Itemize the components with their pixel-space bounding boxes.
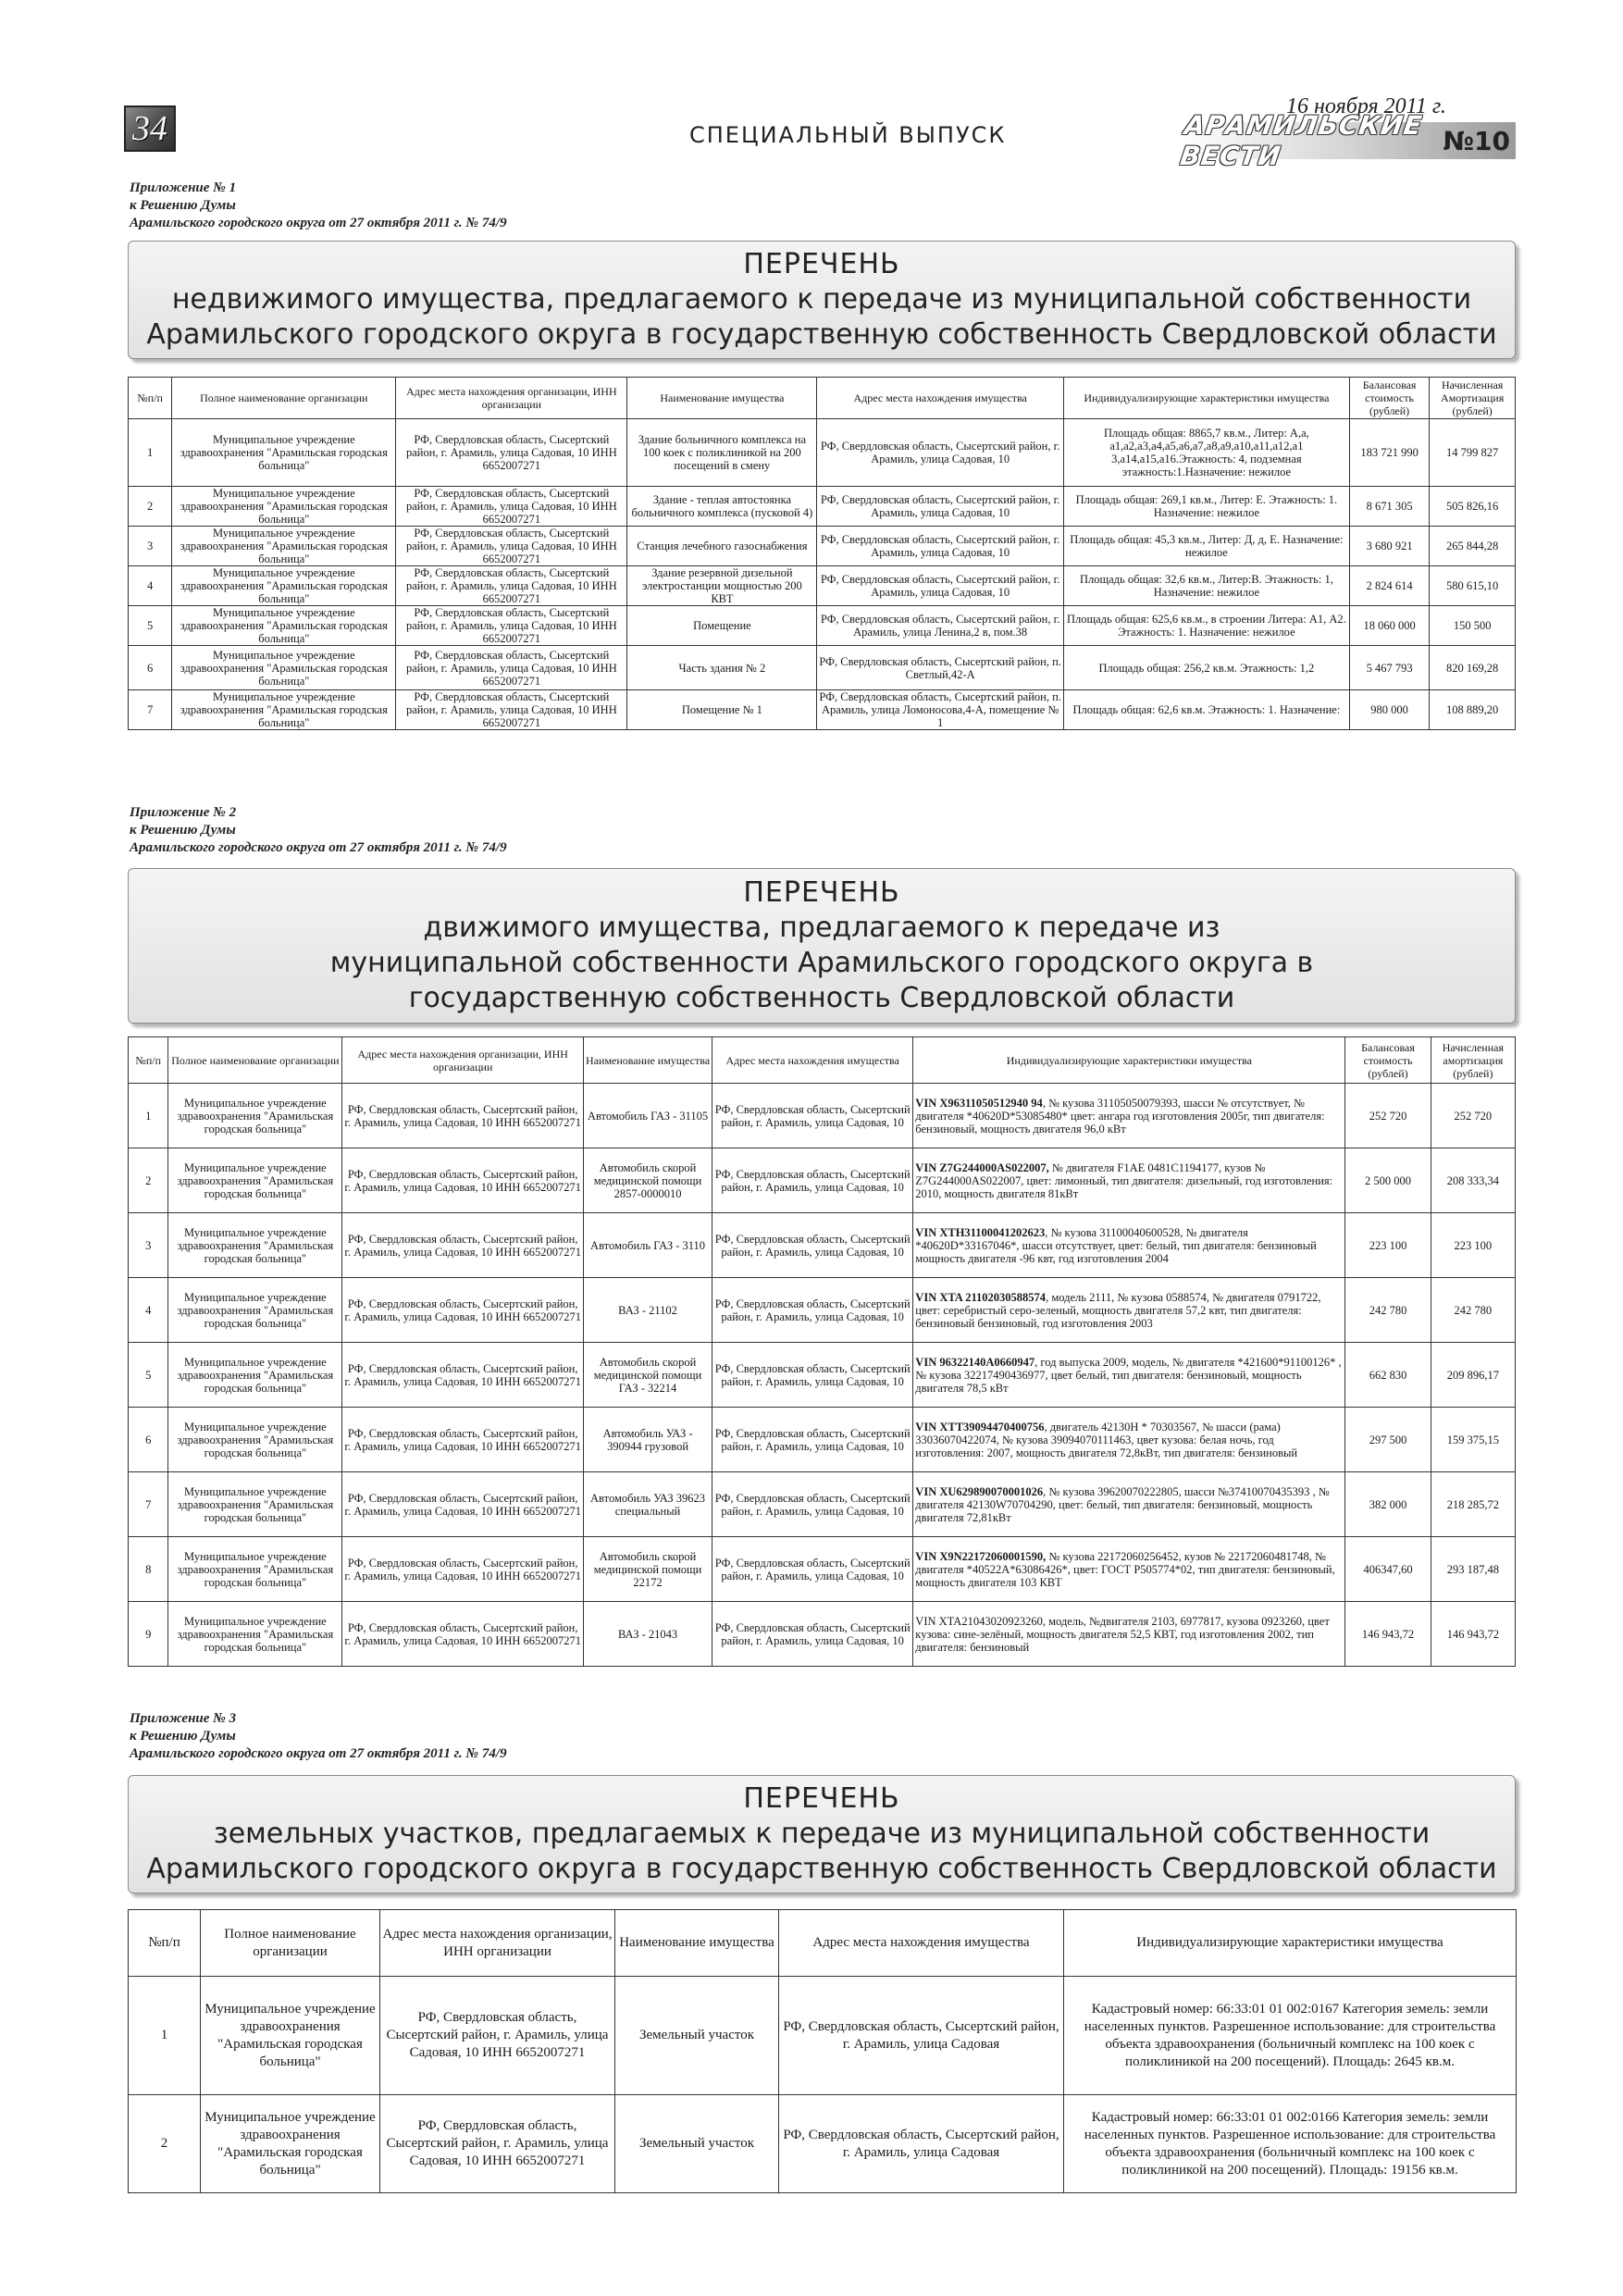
table-cell: 3: [129, 1213, 168, 1278]
table-cell: РФ, Свердловская область, Сысертский район, г. Арамиль, улица Садовая, 10 ИНН 6652007271: [396, 419, 627, 487]
characteristics-cell: [913, 1278, 1345, 1343]
column-header: Полное наименование организации: [168, 1037, 342, 1084]
column-header: Индивидуализирующие характеристики имущества: [1063, 378, 1349, 419]
banner-line: муниципальной собственности Арамильского городского округа в: [329, 947, 1314, 979]
table-cell: Площадь общая: 8865,7 кв.м., Литер: А,а, а1,а2,а3,а4,а5,а6,а7,а8,а9,а10,а11,а12,а1 3,а14,а15,а16.Этажность: 4, подземная этажность:1.Назначение: нежилое: [1063, 419, 1349, 487]
table-cell: РФ, Свердловская область, Сысертский район, п. Арамиль, улица Ломоносова,4-А, помещение № 1: [817, 690, 1064, 730]
annex-3-reference: [130, 1710, 507, 1763]
table-cell: ВАЗ - 21043: [584, 1602, 712, 1667]
table-cell: 7: [129, 1472, 168, 1537]
table-cell: Часть здания № 2: [627, 646, 817, 690]
characteristics-text: VIN XTA21043020923260, модель, №двигателя 2103, 6977817, кузова 0923260, цвет кузова: сине-зелёный, мощность двигателя 52,5 КВТ, год изготовления 2002, тип двигателя: бензиновый: [915, 1614, 1330, 1654]
column-header: Начисленная амортизация (рублей): [1431, 1037, 1515, 1084]
annex-1-reference: [130, 180, 507, 232]
table-cell: 108 889,20: [1430, 690, 1516, 730]
table-cell: Автомобиль УАЗ 39623 специальный: [584, 1472, 712, 1537]
table-cell: Муниципальное учреждение здравоохранения "Арамильская городская больница": [172, 690, 396, 730]
table-cell: 1: [129, 1084, 168, 1148]
characteristics-text: № двигателя F1AE 0481C1194177, кузов № Z7G244000AS022007, цвет: лимонный, тип двигателя: дизельный, год изготовления: 2010, мощность двигателя 81кВт: [915, 1160, 1333, 1200]
table-row: [129, 487, 1516, 527]
column-header: №п/п: [129, 1910, 201, 1977]
table-cell: Автомобиль скорой медицинской помощи ГАЗ - 32214: [584, 1343, 712, 1408]
characteristics-cell: [913, 1343, 1345, 1408]
banner-title: ПЕРЕЧЕНЬ: [743, 876, 900, 909]
table-cell: 1: [129, 1977, 201, 2095]
table-cell: Муниципальное учреждение здравоохранения "Арамильская городская больница": [168, 1343, 342, 1408]
table-row: [129, 566, 1516, 606]
table-cell: 146 943,72: [1345, 1602, 1431, 1667]
table-cell: Помещение: [627, 606, 817, 646]
table-row: [129, 646, 1516, 690]
table-cell: 2: [129, 2095, 201, 2193]
table-cell: 209 896,17: [1431, 1343, 1515, 1408]
table-cell: 3: [129, 527, 172, 566]
table-cell: Здание - теплая автостоянка больничного комплекса (пусковой 4): [627, 487, 817, 527]
table-cell: Муниципальное учреждение здравоохранения "Арамильская городская больница": [172, 419, 396, 487]
table-cell: 146 943,72: [1431, 1602, 1515, 1667]
movable-property-table: [128, 1036, 1516, 1667]
column-header: Полное наименование организации: [201, 1910, 380, 1977]
table-row: [129, 1148, 1516, 1213]
table-cell: РФ, Свердловская область, Сысертский район, г. Арамиль, улица Садовая, 10 ИНН 6652007271: [396, 690, 627, 730]
table-cell: ВАЗ - 21102: [584, 1278, 712, 1343]
column-header: Полное наименование организации: [172, 378, 396, 419]
characteristics-text: , двигатель 42130Н * 70303567, № шасси (рама) 33036070422074, № кузова 39094070111463, цвет кузова: белая ночь, год изготовления: 2007, мощность двигателя 72,8кВт, тип двигателя: бензиновый: [915, 1420, 1298, 1459]
table-cell: РФ, Свердловская область, Сысертский район, г. Арамиль, улица Садовая, 10 ИНН 6652007271: [342, 1343, 584, 1408]
table-cell: Муниципальное учреждение здравоохранения "Арамильская городская больница": [172, 487, 396, 527]
vin-number: VIN 96322140A0660947: [915, 1355, 1035, 1369]
column-header: Индивидуализирующие характеристики имущества: [913, 1037, 1345, 1084]
column-header: Индивидуализирующие характеристики имущества: [1064, 1910, 1517, 1977]
characteristics-text: № кузова 22172060256452, кузов № 22172060481748, № двигателя *40522A*63086426*, цвет: ГОСТ Р505774*02, тип двигателя: бензиновый, мощность двигателя 103 КВТ: [915, 1549, 1335, 1589]
table-cell: 2: [129, 1148, 168, 1213]
table-cell: Муниципальное учреждение здравоохранения "Арамильская городская больница": [172, 566, 396, 606]
table-cell: 265 844,28: [1430, 527, 1516, 566]
table-cell: Муниципальное учреждение здравоохранения "Арамильская городская больница": [168, 1148, 342, 1213]
table-cell: Муниципальное учреждение здравоохранения "Арамильская городская больница": [201, 1977, 380, 2095]
table-cell: РФ, Свердловская область, Сысертский район, г. Арамиль, улица Садовая, 10: [712, 1084, 913, 1148]
column-header: Адрес места нахождения организации, ИНН организации: [342, 1037, 584, 1084]
table-cell: Площадь общая: 45,3 кв.м., Литер: Д, д, Е. Назначение: нежилое: [1063, 527, 1349, 566]
table-cell: 4: [129, 566, 172, 606]
table-row: [129, 1537, 1516, 1602]
table-cell: Автомобиль ГАЗ - 3110: [584, 1213, 712, 1278]
table-cell: РФ, Свердловская область, Сысертский район, г. Арамиль, улица Садовая, 10 ИНН 6652007271: [396, 527, 627, 566]
characteristics-text: , № кузова 31100040600528, № двигателя *40620D*33167046*, шасси отсутствует, цвет: белый, тип двигателя: бензиновый мощность двигателя -96 квт, год изготовления 2004: [915, 1225, 1317, 1265]
table-cell: РФ, Свердловская область, Сысертский район, г. Арамиль, улица Садовая, 10 ИНН 6652007271: [342, 1537, 584, 1602]
table-cell: Земельный участок: [615, 2095, 779, 2193]
column-header: Адрес места нахождения организации, ИНН организации: [396, 378, 627, 419]
table-cell: 242 780: [1431, 1278, 1515, 1343]
characteristics-text: , № кузова 39620070222805, шасси №37410070435393 , № двигателя 42130W70704290, цвет: белый, тип двигателя: бензиновый, мощность двигателя 72,81кВт: [915, 1484, 1330, 1524]
table-cell: РФ, Свердловская область, Сысертский район, г. Арамиль, улица Садовая, 10: [817, 419, 1064, 487]
column-header: Наименование имущества: [627, 378, 817, 419]
table-cell: Кадастровый номер: 66:33:01 01 002:0167 Категория земель: земли населенных пунктов. Разрешенное использование: для строительства объекта здравоохранения (больничный комплекс на 100 коек с поликлиникой на 200 посещений). Площадь: 2645 кв.м.: [1064, 1977, 1517, 2095]
table-cell: РФ, Свердловская область, Сысертский район, г. Арамиль, улица Садовая, 10: [712, 1408, 913, 1472]
banner-line: Арамильского городского округа в государственную собственность Свердловской области: [146, 318, 1497, 351]
table-cell: РФ, Свердловская область, Сысертский район, г. Арамиль, улица Садовая, 10: [712, 1602, 913, 1667]
table-cell: РФ, Свердловская область, Сысертский район, г. Арамиль, улица Садовая, 10: [817, 487, 1064, 527]
table-row: [129, 527, 1516, 566]
table-cell: Муниципальное учреждение здравоохранения "Арамильская городская больница": [172, 527, 396, 566]
table-cell: РФ, Свердловская область, Сысертский район, г. Арамиль, улица Садовая, 10 ИНН 6652007271: [396, 646, 627, 690]
table-cell: 662 830: [1345, 1343, 1431, 1408]
table-cell: РФ, Свердловская область, Сысертский район, г. Арамиль, улица Садовая, 10 ИНН 6652007271: [342, 1278, 584, 1343]
table-cell: РФ, Свердловская область, Сысертский район, г. Арамиль, улица Садовая: [779, 2095, 1064, 2193]
table-cell: 8: [129, 1537, 168, 1602]
table-cell: 505 826,16: [1430, 487, 1516, 527]
table-cell: 242 780: [1345, 1278, 1431, 1343]
table-cell: 2 500 000: [1345, 1148, 1431, 1213]
vin-number: VIN XTH31100041202623: [915, 1225, 1046, 1239]
table-cell: РФ, Свердловская область, Сысертский район, г. Арамиль, улица Садовая, 10: [712, 1213, 913, 1278]
annex-2-reference: [130, 804, 507, 857]
table-cell: 252 720: [1431, 1084, 1515, 1148]
table-cell: РФ, Свердловская область, Сысертский район, г. Арамиль, улица Садовая, 10: [712, 1472, 913, 1537]
table-cell: Здание больничного комплекса на 100 коек с поликлиникой на 200 посещений в смену: [627, 419, 817, 487]
annex-1-banner: [128, 241, 1516, 359]
characteristics-text: , год выпуска 2009, модель, № двигателя *421600*91100126* , № кузова 32217490436977, цвет белый, тип двигателя: бензиновый, мощность двигателя 78,5 кВт: [915, 1355, 1342, 1395]
annex-ref-line: Приложение № 2: [130, 805, 237, 820]
table-cell: Кадастровый номер: 66:33:01 01 002:0166 Категория земель: земли населенных пунктов. Разрешенное использование: для строительства объекта здравоохранения (больничный комплекс на 100 коек с поликлиникой на 200 посещений). Площадь: 19156 кв.м.: [1064, 2095, 1517, 2193]
table-cell: Муниципальное учреждение здравоохранения "Арамильская городская больница": [168, 1213, 342, 1278]
table-cell: Автомобиль скорой медицинской помощи 22172: [584, 1537, 712, 1602]
table-cell: 7: [129, 690, 172, 730]
annex-3-banner: [128, 1775, 1516, 1893]
table-cell: Земельный участок: [615, 1977, 779, 2095]
issue-date: 16 ноября 2011 г.: [1286, 94, 1446, 118]
table-cell: Муниципальное учреждение здравоохранения "Арамильская городская больница": [172, 606, 396, 646]
annex-ref-line: к Решению Думы: [130, 823, 236, 838]
table-cell: Автомобиль УАЗ - 390944 грузовой: [584, 1408, 712, 1472]
table-cell: РФ, Свердловская область, Сысертский район, г. Арамиль, улица Садовая, 10 ИНН 6652007271: [342, 1213, 584, 1278]
table-cell: РФ, Свердловская область, Сысертский район, п. Светлый,42-А: [817, 646, 1064, 690]
column-header: Адрес места нахождения имущества: [817, 378, 1064, 419]
table-row: [129, 1343, 1516, 1408]
table-cell: 218 285,72: [1431, 1472, 1515, 1537]
table-cell: Муниципальное учреждение здравоохранения "Арамильская городская больница": [168, 1537, 342, 1602]
banner-line: земельных участков, предлагаемых к передаче из муниципальной собственности: [213, 1818, 1431, 1850]
table-cell: 208 333,34: [1431, 1148, 1515, 1213]
table-cell: 3 680 921: [1349, 527, 1429, 566]
table-row: [129, 419, 1516, 487]
table-cell: 820 169,28: [1430, 646, 1516, 690]
column-header: Балансовая стоимость (рублей): [1349, 378, 1429, 419]
banner-line: недвижимого имущества, предлагаемого к передаче из муниципальной собственности: [171, 283, 1472, 316]
table-cell: 18 060 000: [1349, 606, 1429, 646]
table-row: [129, 1977, 1517, 2095]
table-cell: 980 000: [1349, 690, 1429, 730]
table-row: [129, 1472, 1516, 1537]
table-row: [129, 1278, 1516, 1343]
column-header: Балансовая стоимость (рублей): [1345, 1037, 1431, 1084]
table-row: [129, 1213, 1516, 1278]
table-cell: 5: [129, 1343, 168, 1408]
annex-ref-line: Арамильского городского округа от 27 октября 2011 г. № 74/9: [130, 840, 507, 855]
table-cell: Муниципальное учреждение здравоохранения "Арамильская городская больница": [168, 1278, 342, 1343]
table-cell: 5 467 793: [1349, 646, 1429, 690]
land-plots-table: [128, 1909, 1517, 2193]
table-cell: 1: [129, 419, 172, 487]
table-cell: 252 720: [1345, 1084, 1431, 1148]
masthead-issue-number: №10: [1443, 125, 1510, 156]
annex-ref-line: к Решению Думы: [130, 198, 236, 213]
banner-line: государственную собственность Свердловской области: [408, 982, 1235, 1014]
table-row: [129, 1602, 1516, 1667]
table-cell: РФ, Свердловская область, Сысертский район, г. Арамиль, улица Садовая, 10: [817, 566, 1064, 606]
column-header: Адрес места нахождения имущества: [712, 1037, 913, 1084]
vin-number: VIN X96311050512940 94: [915, 1096, 1043, 1110]
table-row: [129, 690, 1516, 730]
masthead: [1178, 110, 1516, 171]
annex-ref-line: к Решению Думы: [130, 1729, 236, 1744]
page-number: 34: [124, 105, 176, 152]
vin-number: VIN XTT39094470400756: [915, 1420, 1045, 1433]
table-cell: 5: [129, 606, 172, 646]
table-cell: Станция лечебного газоснабжения: [627, 527, 817, 566]
table-cell: Муниципальное учреждение здравоохранения "Арамильская городская больница": [168, 1472, 342, 1537]
table-cell: 9: [129, 1602, 168, 1667]
column-header: №п/п: [129, 378, 172, 419]
table-cell: РФ, Свердловская область, Сысертский район, г. Арамиль, улица Садовая, 10 ИНН 6652007271: [342, 1472, 584, 1537]
table-cell: РФ, Свердловская область, Сысертский район, г. Арамиль, улица Садовая, 10: [712, 1343, 913, 1408]
annex-2-banner: [128, 868, 1516, 1024]
masthead-title: АРАМИЛЬСКИЕ ВЕСТИ: [1178, 110, 1425, 171]
table-cell: Площадь общая: 62,6 кв.м. Этажность: 1. Назначение:: [1063, 690, 1349, 730]
table-cell: РФ, Свердловская область, Сысертский район, г. Арамиль, улица Садовая, 10 ИНН 6652007271: [396, 487, 627, 527]
characteristics-cell: [913, 1537, 1345, 1602]
column-header: №п/п: [129, 1037, 168, 1084]
table-cell: 159 375,15: [1431, 1408, 1515, 1472]
table-cell: Муниципальное учреждение здравоохранения "Арамильская городская больница": [168, 1602, 342, 1667]
table-cell: Площадь общая: 625,6 кв.м., в строении Литера: А1, А2. Этажность: 1. Назначение: нежилое: [1063, 606, 1349, 646]
characteristics-cell: [913, 1408, 1345, 1472]
annex-ref-line: Приложение № 1: [130, 180, 237, 195]
table-cell: 14 799 827: [1430, 419, 1516, 487]
table-cell: РФ, Свердловская область, Сысертский район, г. Арамиль, улица Садовая, 10 ИНН 6652007271: [342, 1602, 584, 1667]
table-row: [129, 1084, 1516, 1148]
table-cell: РФ, Свердловская область, Сысертский район, г. Арамиль, улица Садовая, 10 ИНН 6652007271: [342, 1408, 584, 1472]
characteristics-cell: [913, 1472, 1345, 1537]
table-cell: 150 500: [1430, 606, 1516, 646]
column-header: Адрес места нахождения организации, ИНН организации: [380, 1910, 615, 1977]
table-cell: 406347,60: [1345, 1537, 1431, 1602]
table-cell: Автомобиль скорой медицинской помощи 2857-0000010: [584, 1148, 712, 1213]
vin-number: VIN Z7G244000AS022007,: [915, 1160, 1049, 1174]
table-cell: РФ, Свердловская область, Сысертский район, г. Арамиль, улица Садовая, 10 ИНН 6652007271: [380, 2095, 615, 2193]
table-cell: 183 721 990: [1349, 419, 1429, 487]
annex-ref-line: Арамильского городского округа от 27 октября 2011 г. № 74/9: [130, 216, 507, 230]
annex-ref-line: Арамильского городского округа от 27 октября 2011 г. № 74/9: [130, 1746, 507, 1761]
characteristics-cell: [913, 1084, 1345, 1148]
table-cell: 6: [129, 1408, 168, 1472]
banner-title: ПЕРЕЧЕНЬ: [743, 1782, 900, 1815]
table-cell: Площадь общая: 256,2 кв.м. Этажность: 1,2: [1063, 646, 1349, 690]
banner-line: движимого имущества, предлагаемого к передаче из: [423, 912, 1220, 944]
column-header: Адрес места нахождения имущества: [779, 1910, 1064, 1977]
vin-number: VIN X9N22172060001590,: [915, 1549, 1047, 1563]
characteristics-text: , модель 2111, № кузова 0588574, № двигателя 0791722, цвет: серебристый серо-зеленый, мощность двигателя 57,2 квт, тип двигателя: бензиновый бензиновый, год изготовления 2003: [915, 1290, 1321, 1330]
table-cell: РФ, Свердловская область, Сысертский район, г. Арамиль, улица Садовая, 10 ИНН 6652007271: [380, 1977, 615, 2095]
table-cell: 297 500: [1345, 1408, 1431, 1472]
table-cell: РФ, Свердловская область, Сысертский район, г. Арамиль, улица Садовая, 10 ИНН 6652007271: [396, 606, 627, 646]
real-estate-table: [128, 377, 1516, 730]
table-cell: РФ, Свердловская область, Сысертский район, г. Арамиль, улица Ленина,2 в, пом.38: [817, 606, 1064, 646]
banner-line: Арамильского городского округа в государственную собственность Свердловской области: [146, 1853, 1497, 1885]
column-header: Наименование имущества: [615, 1910, 779, 1977]
characteristics-text: , № кузова 31105050079393, шасси № отсутствует, № двигателя *40620D*53085480* цвет: ангара год изготовления 2005г, тип двигателя: бензиновый, мощность двигателя 96,0 кВт: [915, 1096, 1325, 1136]
table-cell: РФ, Свердловская область, Сысертский район, г. Арамиль, улица Садовая, 10 ИНН 6652007271: [396, 566, 627, 606]
vin-number: VIN XTA 21102030588574: [915, 1290, 1047, 1304]
table-row: [129, 606, 1516, 646]
table-cell: Муниципальное учреждение здравоохранения "Арамильская городская больница": [168, 1084, 342, 1148]
table-cell: 2: [129, 487, 172, 527]
table-cell: РФ, Свердловская область, Сысертский район, г. Арамиль, улица Садовая, 10 ИНН 6652007271: [342, 1084, 584, 1148]
column-header: Наименование имущества: [584, 1037, 712, 1084]
table-cell: Муниципальное учреждение здравоохранения "Арамильская городская больница": [172, 646, 396, 690]
issue-label: СПЕЦИАЛЬНЫЙ ВЫПУСК: [689, 122, 1007, 148]
characteristics-cell: [913, 1148, 1345, 1213]
table-cell: 382 000: [1345, 1472, 1431, 1537]
vin-number: VIN XU629890070001026: [915, 1484, 1044, 1498]
table-cell: Здание резервной дизельной электростанции мощностью 200 КВТ: [627, 566, 817, 606]
table-cell: 293 187,48: [1431, 1537, 1515, 1602]
table-cell: Площадь общая: 32,6 кв.м., Литер:В. Этажность: 1, Назначение: нежилое: [1063, 566, 1349, 606]
table-cell: РФ, Свердловская область, Сысертский район, г. Арамиль, улица Садовая, 10: [712, 1537, 913, 1602]
table-cell: РФ, Свердловская область, Сысертский район, г. Арамиль, улица Садовая, 10 ИНН 6652007271: [342, 1148, 584, 1213]
column-header: Начисленная Амортизация (рублей): [1430, 378, 1516, 419]
table-cell: РФ, Свердловская область, Сысертский район, г. Арамиль, улица Садовая, 10: [817, 527, 1064, 566]
table-cell: 223 100: [1345, 1213, 1431, 1278]
table-cell: 223 100: [1431, 1213, 1515, 1278]
table-row: [129, 1408, 1516, 1472]
table-cell: 4: [129, 1278, 168, 1343]
characteristics-cell: [913, 1602, 1345, 1667]
table-cell: РФ, Свердловская область, Сысертский район, г. Арамиль, улица Садовая, 10: [712, 1278, 913, 1343]
table-cell: РФ, Свердловская область, Сысертский район, г. Арамиль, улица Садовая, 10: [712, 1148, 913, 1213]
table-cell: Муниципальное учреждение здравоохранения "Арамильская городская больница": [201, 2095, 380, 2193]
table-row: [129, 2095, 1517, 2193]
characteristics-cell: [913, 1213, 1345, 1278]
table-cell: 580 615,10: [1430, 566, 1516, 606]
table-cell: Муниципальное учреждение здравоохранения "Арамильская городская больница": [168, 1408, 342, 1472]
table-cell: Автомобиль ГАЗ - 31105: [584, 1084, 712, 1148]
table-cell: Площадь общая: 269,1 кв.м., Литер: Е. Этажность: 1. Назначение: нежилое: [1063, 487, 1349, 527]
banner-title: ПЕРЕЧЕНЬ: [743, 248, 900, 280]
table-cell: 2 824 614: [1349, 566, 1429, 606]
table-cell: Помещение № 1: [627, 690, 817, 730]
table-cell: РФ, Свердловская область, Сысертский район, г. Арамиль, улица Садовая: [779, 1977, 1064, 2095]
table-cell: 6: [129, 646, 172, 690]
table-cell: 8 671 305: [1349, 487, 1429, 527]
annex-ref-line: Приложение № 3: [130, 1711, 237, 1726]
